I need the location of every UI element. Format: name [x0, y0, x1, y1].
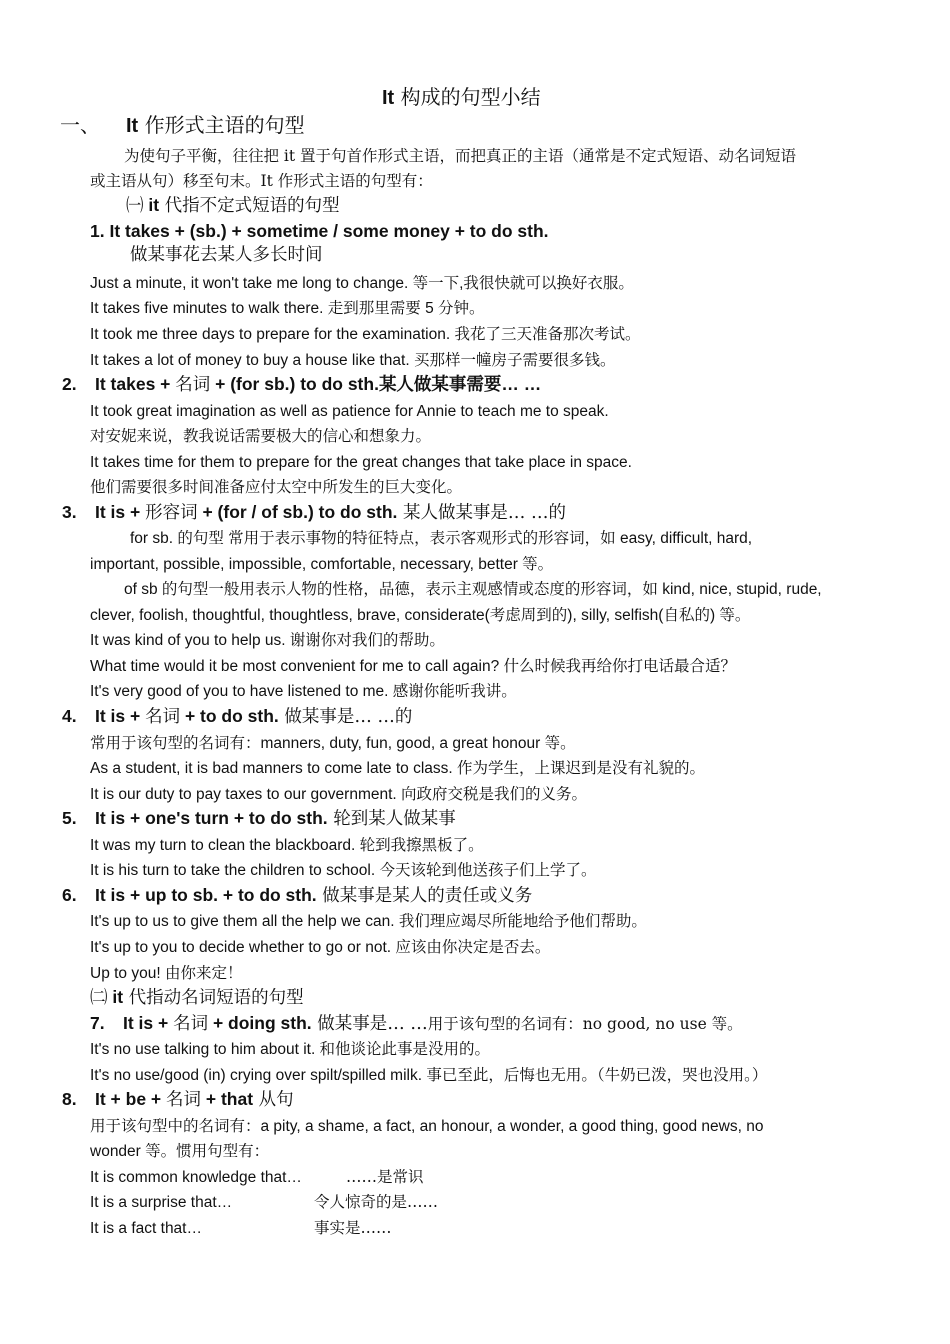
pattern-6-example-3: Up to you! 由你来定！	[90, 965, 243, 982]
pattern-1-example-3: It took me three days to prepare for the examination. 我花了三天准备那次考试。	[90, 326, 641, 343]
pattern-8-heading: It + be + 名词 + that 从句	[95, 1089, 294, 1110]
pattern-5-example-2: It is his turn to take the children to school. 今天该轮到他送孩子们上学了。	[90, 862, 597, 879]
pattern-1-heading: 1. It takes + (sb.) + sometime / some money + to do sth.	[90, 221, 549, 241]
idiom-3-en: It is a fact that…	[90, 1220, 202, 1237]
idiom-2-en: It is a surprise that…	[90, 1194, 233, 1211]
pattern-3-heading: It is + 形容词 + (for / of sb.) to do sth. 某人做某事是… …的	[95, 502, 566, 523]
pattern-6-heading: It is + up to sb. + to do sth. 做某事是某人的责任或义务	[95, 885, 533, 906]
pattern-2-example-2: 对安妮来说，教我说话需要极大的信心和想象力。	[90, 427, 432, 445]
pattern-7-example-1: It's no use talking to him about it. 和他谈论此事是没用的。	[90, 1041, 491, 1058]
subsection-1-number: ㈠	[126, 196, 144, 216]
pattern-2-heading: It takes + 名词 + (for sb.) to do sth.某人做某事需要… …	[95, 374, 542, 395]
title-rest: 构成的句型小结	[394, 85, 541, 109]
subsection-2-rest: 代指动名词短语的句型	[123, 988, 304, 1008]
subsection-2-bold: it	[112, 987, 124, 1007]
pattern-5-example-1: It was my turn to clean the blackboard. 轮到我擦黑板了。	[90, 837, 484, 854]
page-title	[382, 86, 541, 110]
pattern-1-example-4: It takes a lot of money to buy a house like that. 买那样一幢房子需要很多钱。	[90, 352, 616, 369]
section-heading	[126, 114, 305, 138]
pattern-5-heading: It is + one's turn + to do sth. 轮到某人做某事	[95, 808, 456, 829]
subsection-2-number: ㈡	[90, 988, 108, 1008]
idiom-1-cn: ……是常识	[346, 1168, 424, 1186]
pattern-3-example-2: What time would it be most convenient for me to call again? 什么时候我再给你打电话最合适？	[90, 658, 737, 675]
subsection-heading-1	[126, 195, 340, 216]
pattern-7-heading: It is + 名词 + doing sth. 做某事是… …用于该句型的名词有：no good, no use 等。	[123, 1013, 743, 1034]
pattern-1-example-2: It takes five minutes to walk there. 走到那里需要 5 分钟。	[90, 300, 485, 317]
pattern-7-number: 7.	[90, 1013, 105, 1033]
pattern-2-example-4: 他们需要很多时间准备应付太空中所发生的巨大变化。	[90, 478, 463, 496]
pattern-3-note-1: for sb. 的句型 常用于表示事物的特征特点，表示客观形式的形容词，如 easy, difficult, hard,	[130, 530, 753, 547]
pattern-1-example-1: Just a minute, it won't take me long to change. 等一下,我很快就可以换好衣服。	[90, 275, 634, 292]
pattern-3-example-3: It's very good of you to have listened to me. 感谢你能听我讲。	[90, 683, 517, 700]
section-heading-rest: 作形式主语的句型	[138, 113, 305, 137]
subsection-1-bold: it	[148, 195, 160, 215]
pattern-4-example-2: It is our duty to pay taxes to our government. 向政府交税是我们的义务。	[90, 786, 588, 803]
pattern-7-example-2: It's no use/good (in) crying over spilt/spilled milk. 事已至此，后悔也无用。（牛奶已泼，哭也没用。）	[90, 1067, 768, 1084]
pattern-6-number: 6.	[62, 885, 77, 905]
intro-line-2: 或主语从句）移至句末。It 作形式主语的句型有：	[90, 172, 433, 190]
section-heading-bold: It	[126, 115, 139, 137]
idiom-1-en: It is common knowledge that…	[90, 1169, 302, 1186]
pattern-4-note: 常用于该句型的名词有：manners, duty, fun, good, a great honour 等。	[90, 735, 576, 752]
pattern-3-note-4: clever, foolish, thoughtful, thoughtless, brave, considerate(考虑周到的), silly, selfish(自私的) 等。	[90, 607, 751, 624]
title-bold: It	[382, 87, 395, 109]
subsection-heading-2	[90, 987, 304, 1008]
subsection-1-rest: 代指不定式短语的句型	[159, 196, 340, 216]
pattern-4-heading: It is + 名词 + to do sth. 做某事是… …的	[95, 706, 413, 727]
pattern-6-example-1: It's up to us to give them all the help we can. 我们理应竭尽所能地给予他们帮助。	[90, 913, 647, 930]
pattern-5-number: 5.	[62, 808, 77, 828]
pattern-2-number: 2.	[62, 374, 77, 394]
idiom-3-cn: 事实是……	[314, 1219, 392, 1237]
pattern-8-number: 8.	[62, 1089, 77, 1109]
pattern-4-example-1: As a student, it is bad manners to come late to class. 作为学生，上课迟到是没有礼貌的。	[90, 760, 706, 777]
pattern-6-example-2: It's up to you to decide whether to go or not. 应该由你决定是否去。	[90, 939, 551, 956]
idiom-2-cn: 令人惊奇的是……	[314, 1193, 439, 1211]
intro-line-1: 为使句子平衡，往往把 it 置于句首作形式主语，而把真正的主语（通常是不定式短语、动名词短语	[124, 147, 797, 165]
pattern-8-note-1: 用于该句型中的名词有：a pity, a shame, a fact, an honour, a wonder, a good thing, good news, no	[90, 1118, 764, 1135]
pattern-3-example-1: It was kind of you to help us. 谢谢你对我们的帮助。	[90, 632, 445, 649]
pattern-3-number: 3.	[62, 502, 77, 522]
pattern-2-example-1: It took great imagination as well as patience for Annie to teach me to speak.	[90, 403, 609, 420]
section-number: 一、	[60, 113, 100, 137]
pattern-3-note-3: of sb 的句型一般用表示人物的性格，品德，表示主观感情或态度的形容词，如 kind, nice, stupid, rude,	[124, 581, 822, 598]
pattern-2-example-3: It takes time for them to prepare for the great changes that take place in space.	[90, 454, 632, 471]
pattern-8-note-2: wonder 等。惯用句型有：	[90, 1143, 270, 1160]
pattern-4-number: 4.	[62, 706, 77, 726]
pattern-3-note-2: important, possible, impossible, comfortable, necessary, better 等。	[90, 556, 554, 573]
pattern-1-meaning: 做某事花去某人多长时间	[130, 245, 323, 265]
